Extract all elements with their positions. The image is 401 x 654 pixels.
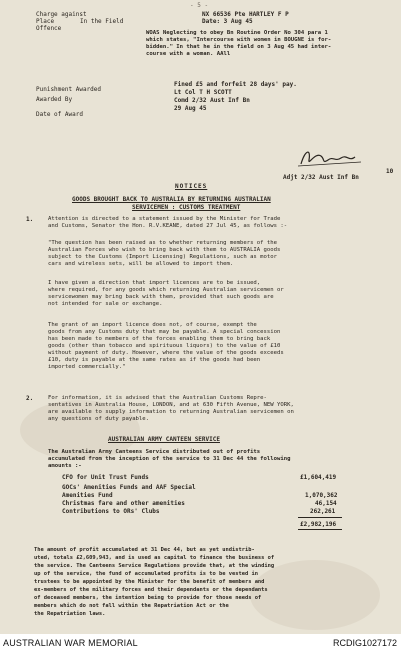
total-rule <box>298 529 342 530</box>
canteen-row-label: Christmas fare and other amenities <box>62 500 185 507</box>
canteen-closing: The amount of profit accumulated at 31 Dec 44, but as yet undistrib- uted, totals £2,609,943, and is used as capital to finance the business of the service. The Canteens Service Regulations provide that, at the winding up of the service, the fund of accumulated profits is to be vested in trustees to be appointed by the Minister for the benefit of members and ex-members of the military forces and their dependants or the dependants of deceased members, the intention being to provide for those needs of members which do not fall within the Repatriation Act or the the Repatriation laws. <box>34 547 275 617</box>
award-date: 29 Aug 45 <box>174 105 207 112</box>
place-label: Place <box>36 18 55 25</box>
canteen-row-amount: 1,070,362 <box>305 492 338 499</box>
canteen-total: £2,982,196 <box>300 521 337 528</box>
archive-footer <box>0 634 401 654</box>
notices-title: NOTICES <box>175 183 208 190</box>
canteen-row-label: Amenities Fund <box>62 492 113 499</box>
canteen-row-amount: 46,154 <box>315 500 337 507</box>
item1-number: 1. <box>26 216 34 223</box>
awarded-by-unit: Comd 2/32 Aust Inf Bn <box>174 97 250 104</box>
canteen-row-label: Contributions to ORs' Clubs <box>62 508 160 515</box>
quote-paragraph-2: I have given a direction that import licences are to be issued, where required, for any goods which returning Australian servicemen or servicewomen may bring back with them, provided that such goods are not intended for sale or exchange. <box>48 280 284 307</box>
canteen-title: AUSTRALIAN ARMY CANTEEN SERVICE <box>108 436 220 443</box>
soldier-id: NX 66536 Pte HARTLEY F P <box>202 11 289 18</box>
canteen-row-amount: £1,604,419 <box>300 474 337 481</box>
page-number: - 5 - <box>190 2 209 9</box>
punishment-label: Punishment Awarded <box>36 86 102 93</box>
date-line: Date: 3 Aug 45 <box>202 18 253 25</box>
signature-block: Adjt 2/32 Aust Inf Bn <box>283 174 359 181</box>
notices-subtitle-1: GOODS BROUGHT BACK TO AUSTRALIA BY RETURNING AUSTRALIAN <box>72 196 271 203</box>
canteen-row-label: CFO for Unit Trust Funds <box>62 474 149 481</box>
canteen-row-label: GOCs' Amenities Funds and AAF Special <box>62 484 196 491</box>
footer-source: AUSTRALIAN WAR MEMORIAL <box>3 638 138 648</box>
awarded-by-label: Awarded By <box>36 96 73 103</box>
handwritten-signature <box>295 146 365 170</box>
charge-label: Charge against <box>36 11 87 18</box>
date-of-award-label: Date of Award <box>36 111 83 118</box>
item2-text: For information, it is advised that the Australian Customs Repre- sentatives in Australia House, LONDON, and at 630 Fifth Avenue, NEW YORK, are available to supply information to returning Australian servicemen on any questions of duty payable. <box>48 395 294 422</box>
place-value: In the Field <box>80 18 124 25</box>
page-mark: 10 <box>386 168 394 175</box>
quote-paragraph-3: The grant of an import licence does not, of course, exempt the goods from any Customs duty that may be payable. A special concession has been made to members of the forces enabling them to bring back goods (other than tobacco and spirituous liquors) to the value of £10 without payment of duty. However, where the value of the goods exceeds £10, duty is payable at the same rates as if the goods had been imported commercially." <box>48 322 284 370</box>
canteen-intro: The Australian Army Canteens Service distributed out of profits accumulated from the inception of the service to 31 Dec 44 the following amounts :- <box>48 449 291 469</box>
offence-text: WOAS Neglecting to obey Bn Routine Order No 304 para 1 which states, "Intercourse with women in BOUGNE is for- bidden." In that he in the field on 3 Aug 45 had inter- course with a woman. AAll <box>146 30 332 57</box>
item1-text: Attention is directed to a statement issued by the Minister for Trade and Customs, Senator the Hon. R.V.KEANE, dated 27 Jul 45, as follows :- <box>48 216 288 229</box>
footer-id: RCDIG1027172 <box>332 638 397 648</box>
quote-paragraph-1: "The question has been raised as to whether returning members of the Australian Forces who wish to bring back with them to AUSTRALIA goods subject to the Customs (Import Licensing) Regulations, such as motor cars and wireless sets, will be allowed to import them. <box>48 240 281 267</box>
item2-number: 2. <box>26 395 34 402</box>
awarded-by-value: Lt Col T H SCOTT <box>174 89 232 96</box>
total-rule <box>298 517 342 518</box>
punishment-value: Fined £5 and forfeit 28 days' pay. <box>174 81 297 88</box>
canteen-row-amount: 262,261 <box>310 508 336 515</box>
notices-subtitle-2: SERVICEMEN : CUSTOMS TREATMENT <box>132 204 241 211</box>
offence-label: Offence <box>36 25 62 32</box>
